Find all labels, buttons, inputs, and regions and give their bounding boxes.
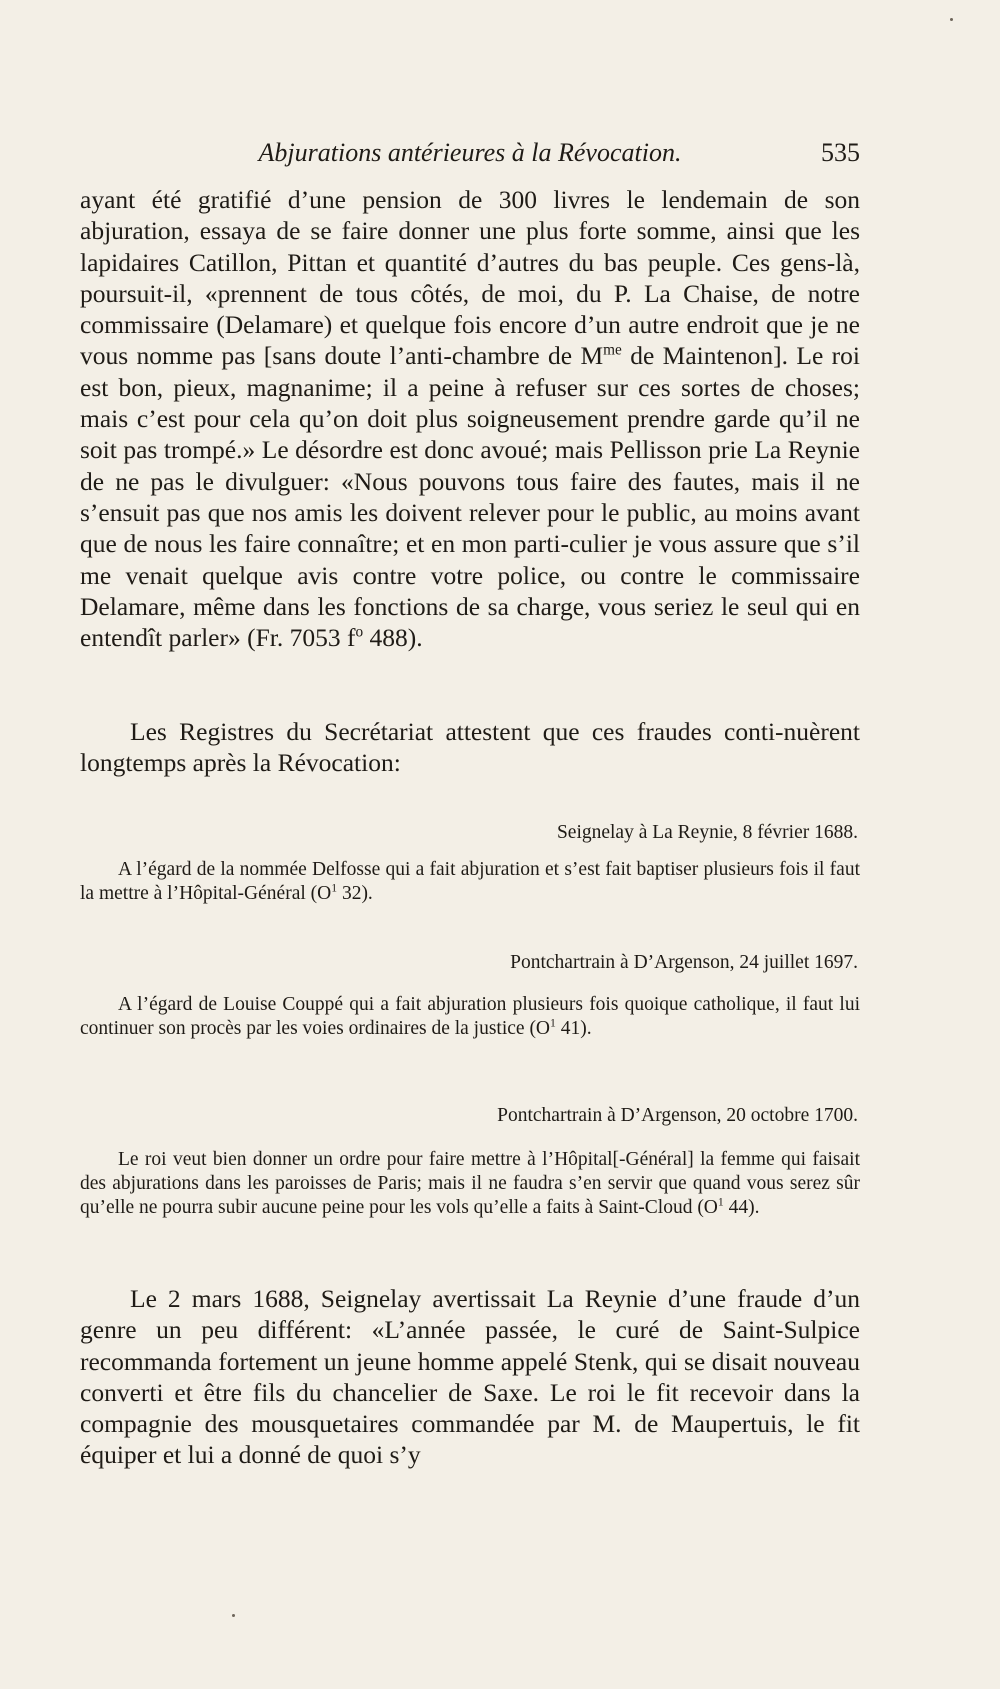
- page-number: 535: [821, 138, 860, 167]
- letter-2-sup: 1: [550, 1016, 556, 1030]
- paper-speck: [232, 1614, 235, 1617]
- letter-2-text-end: 41).: [555, 1018, 592, 1039]
- paragraph-1-part-3: 488).: [363, 623, 423, 653]
- letter-2-attribution: Pontchartrain à D’Argenson, 24 juillet 1697.: [510, 952, 858, 973]
- letter-3-text-end: 44).: [723, 1197, 760, 1218]
- paragraph-1-part-2: de Maintenon]. Le roi est bon, pieux, magnanime; il a peine à refuser sur ces sortes de choses; mais c’est pour cela qu’on doit plus soigneusement prendre garde qu’il ne soit pas trompé.» Le désordre est donc avoué; mais Pellisson prie La Reynie de ne pas le divulguer: «Nous pouvons tous faire des fautes, mais il ne s’ensuit pas que nos amis les doivent relever pour le public, au moins avant que de nous les faire connaître; et en mon parti-culier je vous assure que s’il me venait quelque avis contre votre police, ou contre le commissaire Delamare, même dans les fonctions de sa charge, vous seriez le seul qui en entendît parler» (Fr. 7053 f: [80, 341, 860, 653]
- paragraph-1-part-1: ayant été gratifié d’une pension de 300 livres le lendemain de son abjuration, essaya de se faire donner une plus forte somme, ainsi que les lapidaires Catillon, Pittan et quantité d’autres du bas peuple. Ces gens-là, poursuit-il, «prennent de tous côtés, de moi, du P. La Chaise, de notre commissaire (Delamare) et quelque fois encore d’un autre endroit que je ne vous nomme pas [sans doute l’anti-chambre de M: [80, 185, 860, 371]
- running-title: Abjurations antérieures à la Révocation.: [258, 138, 682, 167]
- superscript-folio: o: [355, 623, 364, 641]
- paragraph-2-text: Les Registres du Secrétariat attestent que ces fraudes conti-nuèrent longtemps après la Révocation:: [80, 717, 860, 778]
- letter-2-body: [80, 993, 860, 1041]
- paragraph-2: [80, 716, 860, 779]
- letter-1-body: [80, 858, 860, 906]
- letter-1-text-end: 32).: [337, 883, 373, 904]
- letter-1-text: A l’égard de la nommée Delfosse qui a fait abjuration et s’est fait baptiser plusieurs fois il faut la mettre à l’Hôpital-Général (O: [80, 859, 860, 904]
- paragraph-3-text: Le 2 mars 1688, Seignelay avertissait La Reynie d’une fraude d’un genre un peu différent: «L’année passée, le curé de Saint-Sulpice recommanda fortement un jeune homme appelé Stenk, qui se disait nouveau converti et être fils du chancelier de Saxe. Le roi le fit recevoir dans la compagnie des mousquetaires commandée par M. de Maupertuis, le fit équiper et lui a donné de quoi s’y: [80, 1284, 860, 1470]
- paper-speck: [950, 18, 953, 21]
- page-header: [80, 138, 860, 172]
- letter-3-body: [80, 1148, 860, 1220]
- letter-3-text: Le roi veut bien donner un ordre pour faire mettre à l’Hôpital[-Général] la femme qui faisait des abjurations dans les paroisses de Paris; mais il ne faudra s’en servir que quand vous serez sûr qu’elle ne pourra subir aucune peine pour les vols qu’elle a faits à Saint-Cloud (O: [80, 1149, 860, 1218]
- letter-1-sup: 1: [331, 881, 338, 895]
- letter-3-sup: 1: [717, 1195, 724, 1209]
- paragraph-3: [80, 1283, 860, 1471]
- letter-1-attribution: Seignelay à La Reynie, 8 février 1688.: [556, 822, 858, 843]
- letter-2-text: A l’égard de Louise Couppé qui a fait abjuration plusieurs fois quoique catholique, il faut lui continuer son procès par les voies ordinaires de la justice (O: [80, 994, 860, 1039]
- superscript-mme: me: [603, 341, 622, 359]
- paragraph-1: [80, 184, 860, 653]
- letter-3-attribution: Pontchartrain à D’Argenson, 20 octobre 1700.: [497, 1105, 858, 1126]
